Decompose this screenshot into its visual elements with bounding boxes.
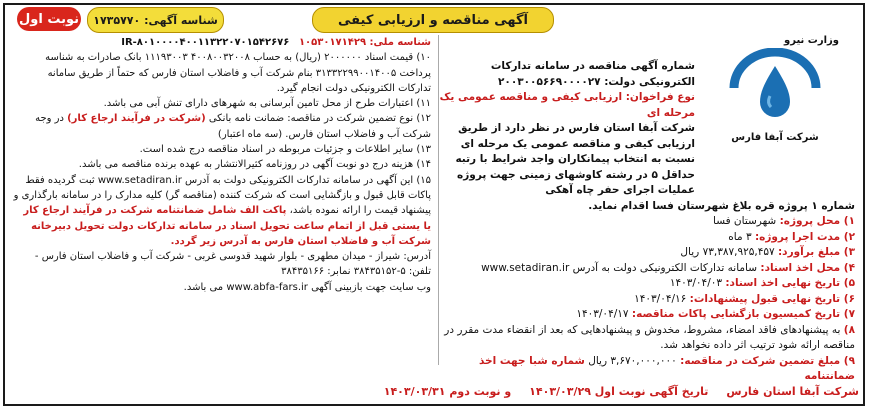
footer-company: شرکت آبفا استان فارس	[726, 384, 859, 398]
footer-date-second: و نوبت دوم ۱۴۰۳/۰۳/۳۱	[383, 384, 512, 398]
list-item: ۱) محل پروژه: شهرستان فسا	[713, 215, 855, 227]
footer	[9, 382, 859, 400]
list-item: ۹) مبلغ تضمین شرکت در مناقصه: ۳,۶۷۰,۰۰۰,۰۰۰ ریال شماره شبا جهت اخذ ضمانتنامه	[478, 354, 855, 382]
list-item: ۵) تاریخ نهایی اخذ اسناد: ۱۴۰۳/۰۴/۰۳	[669, 277, 855, 289]
column-divider	[438, 35, 439, 365]
list-item: ۶) تاریخ نهایی قبول پیشنهادات: ۱۴۰۳/۰۴/۱۶	[634, 292, 855, 305]
notice-code: شناسه آگهی: ۱۷۳۵۷۷۰	[87, 7, 224, 33]
list-item: ۷) تاریخ کمیسیون بازگشایی پاکات مناقصه: ۱۴۰۳/۰۴/۱۷	[576, 308, 855, 320]
item-13: ۱۳) سایر اطلاعات و جزئیات مربوطه در اسناد مناقصه درج شده است.	[139, 144, 431, 156]
intro-text: شرکت آبفا استان فارس در نظر دارد از طریق ارزیابی کیفی و مناقصه عمومی یک مرحله ای نسبت به انتخاب پیمانکاران واجد شرایط با رتبه حداقل ۵ در رشته کاوشهای زمینی جهت پروژه عملیات اجرای حفر چاه آهکی	[455, 122, 695, 196]
item-12: ۱۲) نوع تضمین شرکت در مناقصه: ضمانت نامه بانکی (شرکت در فرآیند ارجاع کار) در وجه شرکت آب و فاضلاب استان فارس. (سه ماه اعتبار)	[35, 113, 431, 140]
notice-title: آگهی مناقصه و ارزیابی کیفی	[312, 7, 554, 33]
list-item: ۸) به پیشنهادهای فاقد امضاء، مشروط، مخدوش و پیشنهادهایی که بعد از انقضاء مدت مقرر در مناقصه ارائه شود ترتیب اثر داده نخواهد شد.	[444, 323, 855, 351]
iban: IR-۸۰۱۰۰۰۰۴۰۰۱۱۳۲۲۰۷۰۱۵۴۲۶۷۶	[121, 37, 290, 48]
call-type: نوع فراخوان: ارزیابی کیفی و مناقصه عمومی یک مرحله ای	[439, 91, 695, 119]
intro-text-2: شماره ۱ پروژه قره بلاغ شهرستان فسا اقدام نماید.	[588, 199, 855, 212]
tender-number: شماره آگهی مناقصه در سامانه تدارکات الکترونیکی دولت: ۲۰۰۳۰۰۵۶۶۹۰۰۰۰۲۷	[490, 60, 695, 88]
item-14: ۱۴) هزینه درج دو نوبت آگهی در روزنامه کثیرالانتشار به عهده برنده مناقصه می باشد.	[78, 159, 431, 171]
list-item: ۳) مبلغ برآورد: ۷۳,۳۸۷,۹۲۵,۴۵۷ ریال	[680, 246, 855, 258]
tender-notice	[3, 3, 865, 406]
footer-date-first: تاریخ آگهی نوبت اول ۱۴۰۳/۰۳/۲۹	[529, 384, 709, 398]
national-id: شناسه ملی: ۱۰۵۳۰۱۷۱۴۲۹	[298, 37, 431, 48]
list-item: ۲) مدت اجرا پروژه: ۳ ماه	[728, 230, 855, 243]
ministry-label: وزارت نیرو	[784, 35, 839, 46]
website: وب سایت جهت بازبینی آگهی www.abfa-fars.ir می باشد.	[183, 281, 431, 293]
notice-round-badge: نوبت اول	[17, 7, 81, 31]
header-bar	[7, 7, 861, 33]
list-item: ۴) محل اخذ اسناد: سامانه تدارکات الکترونیکی دولت به آدرس www.setadiran.ir	[481, 261, 855, 274]
item-11: ۱۱) اعتبارات طرح از محل تامین آبرسانی به شهرهای دارای تنش آبی می باشد.	[103, 98, 431, 110]
item-10: ۱۰) قیمت اسناد ۲۰۰۰۰۰۰ (ریال) به حساب ۴۰۰۸۰۰۳۲۰۰۸ ۱۱۱۹۳۰۰۳ بانک صادرات به شناسه پرداخت ۳۱۳۳۲۲۹۹۰۰۱۴۰۰۵ بنام شرکت آب و فاضلاب استان فارس که حتماً از طریق سامانه تدارکات الکترونیکی دولت انجام گیرد.	[45, 52, 431, 94]
address: آدرس: شیراز - میدان مطهری - بلوار شهید قدوسی غربی - شرکت آب و فاضلاب استان فارس - تلفن: ۵-۳۸۴۳۵۱۵۲ نمابر: ۳۸۴۳۵۱۶۶	[34, 251, 431, 278]
left-column	[13, 35, 431, 295]
right-column	[435, 59, 855, 385]
logo-company-name: شرکت آبفا فارس	[731, 132, 819, 143]
item-15: ۱۵) این آگهی در سامانه تدارکات الکترونیکی دولت به آدرس www.setadiran.ir ثبت گردیده فقط پاکات قابل قبول و بازگشایی است که شرکت کننده (مناقصه گر) کلیه مدارک را در سامانه بارگذاری و پیشنهاد قیمت را ارائه نموده باشد، پاکت الف شامل ضمانتنامه شرکت در فرآیند ارجاع کار یا یستی قبل از اتمام ساعت تحویل اسناد در سامانه تدارکات دولت تحویل دبیرخانه شرکت آب و فاضلاب استان فارس به آدرس زیر گردد.	[13, 174, 431, 247]
